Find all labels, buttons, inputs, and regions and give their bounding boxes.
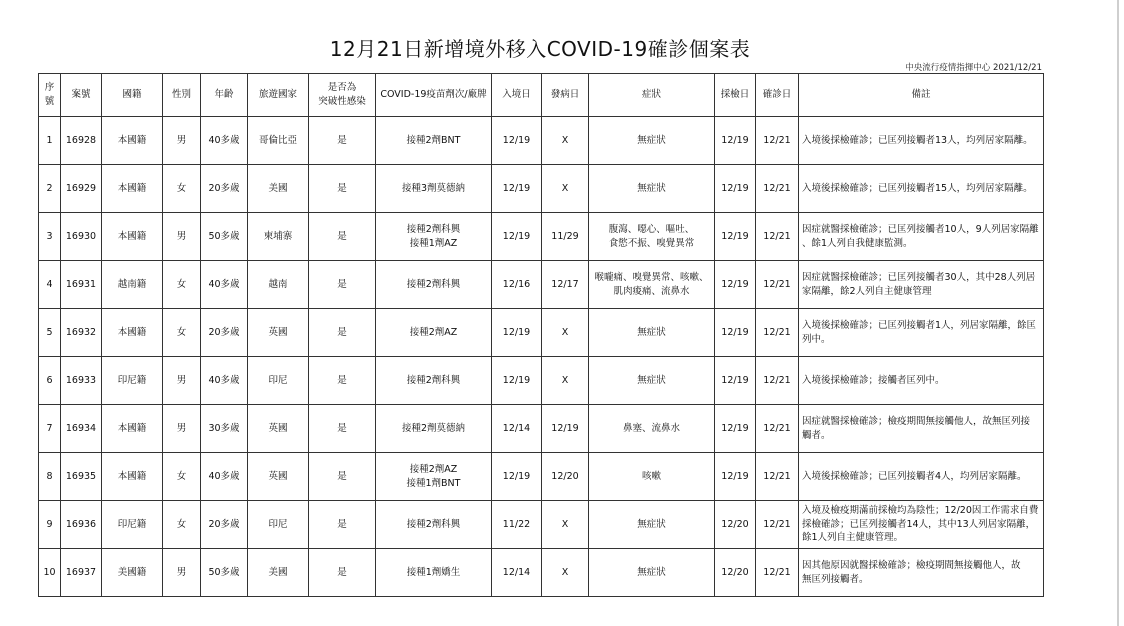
cell-breakthrough: 是 (309, 213, 376, 261)
cell-entry: 12/16 (492, 261, 542, 309)
cell-confirm: 12/21 (756, 549, 799, 597)
cell-entry: 12/19 (492, 453, 542, 501)
header-entry: 入境日 (492, 74, 542, 117)
cell-symptoms: 無症狀 (589, 165, 715, 213)
cell-entry: 12/19 (492, 309, 542, 357)
cell-nationality: 本國籍 (102, 213, 163, 261)
cell-entry: 12/19 (492, 357, 542, 405)
cell-seq: 2 (39, 165, 61, 213)
cell-seq: 3 (39, 213, 61, 261)
cell-travel: 英國 (248, 405, 309, 453)
cell-nationality: 本國籍 (102, 165, 163, 213)
cell-case: 16933 (61, 357, 102, 405)
cell-age: 20多歲 (201, 309, 248, 357)
cell-travel: 美國 (248, 549, 309, 597)
cell-confirm: 12/21 (756, 501, 799, 549)
cell-vaccine: 接種2劑科興 (376, 357, 492, 405)
cell-nationality: 印尼籍 (102, 501, 163, 549)
cell-breakthrough: 是 (309, 117, 376, 165)
cell-sex: 女 (163, 261, 201, 309)
cell-test: 12/19 (715, 453, 756, 501)
cell-entry: 12/14 (492, 405, 542, 453)
cell-case: 16937 (61, 549, 102, 597)
cell-sex: 男 (163, 213, 201, 261)
cell-note: 入境後採檢確診；接觸者匡列中。 (799, 357, 1044, 405)
cell-test: 12/19 (715, 309, 756, 357)
cell-note: 因症就醫採檢確診；已匡列接觸者30人，其中28人列居 家隔離，餘2人列自主健康管理 (799, 261, 1044, 309)
cell-travel: 印尼 (248, 501, 309, 549)
cell-sex: 男 (163, 357, 201, 405)
cell-breakthrough: 是 (309, 165, 376, 213)
cell-age: 40多歲 (201, 357, 248, 405)
cell-confirm: 12/21 (756, 357, 799, 405)
cell-case: 16928 (61, 117, 102, 165)
cell-breakthrough: 是 (309, 501, 376, 549)
cell-confirm: 12/21 (756, 309, 799, 357)
cell-onset: 11/29 (542, 213, 589, 261)
cell-entry: 11/22 (492, 501, 542, 549)
cell-confirm: 12/21 (756, 165, 799, 213)
cell-note: 入境後採檢確診；已匡列接觸者15人，均列居家隔離。 (799, 165, 1044, 213)
cell-breakthrough: 是 (309, 405, 376, 453)
table-row (39, 213, 1044, 261)
cell-case: 16932 (61, 309, 102, 357)
header-vaccine: COVID-19疫苗劑次/廠牌 (376, 74, 492, 117)
table-row (39, 309, 1044, 357)
table-row (39, 453, 1044, 501)
table-row (39, 117, 1044, 165)
cell-sex: 男 (163, 117, 201, 165)
cell-case: 16929 (61, 165, 102, 213)
cell-confirm: 12/21 (756, 213, 799, 261)
cell-confirm: 12/21 (756, 261, 799, 309)
cell-seq: 4 (39, 261, 61, 309)
cell-onset: X (542, 549, 589, 597)
cell-case: 16930 (61, 213, 102, 261)
cell-seq: 1 (39, 117, 61, 165)
cell-onset: X (542, 501, 589, 549)
cell-note: 入境後採檢確診；已匡列接觸者4人，均列居家隔離。 (799, 453, 1044, 501)
table-row (39, 405, 1044, 453)
cell-breakthrough: 是 (309, 309, 376, 357)
cell-confirm: 12/21 (756, 453, 799, 501)
cell-vaccine: 接種2劑AZ (376, 309, 492, 357)
cell-seq: 6 (39, 357, 61, 405)
cell-age: 40多歲 (201, 261, 248, 309)
cell-symptoms: 無症狀 (589, 309, 715, 357)
table-row (39, 549, 1044, 597)
cell-onset: 12/20 (542, 453, 589, 501)
cell-breakthrough: 是 (309, 549, 376, 597)
cell-onset: X (542, 309, 589, 357)
cell-vaccine: 接種1劑嬌生 (376, 549, 492, 597)
source-attribution: 中央流行疫情指揮中心 2021/12/21 (905, 63, 1042, 73)
cell-nationality: 印尼籍 (102, 357, 163, 405)
cell-symptoms: 咳嗽 (589, 453, 715, 501)
header-symptoms: 症狀 (589, 74, 715, 117)
cell-onset: X (542, 117, 589, 165)
cell-nationality: 越南籍 (102, 261, 163, 309)
cell-age: 40多歲 (201, 453, 248, 501)
cell-vaccine: 接種2劑科興 接種1劑AZ (376, 213, 492, 261)
cell-entry: 12/14 (492, 549, 542, 597)
cell-vaccine: 接種2劑科興 (376, 261, 492, 309)
cell-onset: X (542, 165, 589, 213)
cell-onset: 12/17 (542, 261, 589, 309)
cell-age: 30多歲 (201, 405, 248, 453)
cell-vaccine: 接種2劑莫德納 (376, 405, 492, 453)
header-sex: 性別 (163, 74, 201, 117)
header-confirm: 確診日 (756, 74, 799, 117)
cell-test: 12/20 (715, 501, 756, 549)
cell-test: 12/19 (715, 117, 756, 165)
cell-age: 50多歲 (201, 549, 248, 597)
header-note: 備註 (799, 74, 1044, 117)
cell-symptoms: 鼻塞、流鼻水 (589, 405, 715, 453)
header-travel: 旅遊國家 (248, 74, 309, 117)
cell-travel: 柬埔寨 (248, 213, 309, 261)
cell-symptoms: 喉嚨痛、嗅覺異常、咳嗽、 肌肉痠痛、流鼻水 (589, 261, 715, 309)
cell-sex: 男 (163, 549, 201, 597)
cell-sex: 女 (163, 165, 201, 213)
cell-travel: 越南 (248, 261, 309, 309)
cell-nationality: 本國籍 (102, 117, 163, 165)
cell-symptoms: 無症狀 (589, 117, 715, 165)
cell-test: 12/19 (715, 357, 756, 405)
header-row (39, 74, 1044, 117)
cell-onset: X (542, 357, 589, 405)
cell-symptoms: 腹瀉、噁心、嘔吐、 食慾不振、嗅覺異常 (589, 213, 715, 261)
header-case: 案號 (61, 74, 102, 117)
cell-confirm: 12/21 (756, 405, 799, 453)
cell-symptoms: 無症狀 (589, 549, 715, 597)
cell-onset: 12/19 (542, 405, 589, 453)
cell-travel: 哥倫比亞 (248, 117, 309, 165)
cell-note: 入境後採檢確診；已匡列接觸者13人，均列居家隔離。 (799, 117, 1044, 165)
cell-symptoms: 無症狀 (589, 501, 715, 549)
cell-vaccine: 接種3劑莫德納 (376, 165, 492, 213)
cell-symptoms: 無症狀 (589, 357, 715, 405)
cell-seq: 10 (39, 549, 61, 597)
cell-note: 入境後採檢確診；已匡列接觸者1人，列居家隔離，餘匡 列中。 (799, 309, 1044, 357)
cell-case: 16936 (61, 501, 102, 549)
cell-age: 20多歲 (201, 165, 248, 213)
page-title: 12月21日新增境外移入COVID-19確診個案表 (329, 37, 751, 61)
cell-note: 因其他原因就醫採檢確診；檢疫期間無接觸他人，故 無匡列接觸者。 (799, 549, 1044, 597)
table-row (39, 261, 1044, 309)
cell-case: 16931 (61, 261, 102, 309)
cell-note: 入境及檢疫期滿前採檢均為陰性；12/20因工作需求自費 採檢確診；已匡列接觸者14人，其中13人列居家隔離， 餘1人列自主健康管理。 (799, 501, 1044, 549)
cell-sex: 女 (163, 501, 201, 549)
cell-breakthrough: 是 (309, 357, 376, 405)
header-onset: 發病日 (542, 74, 589, 117)
cell-test: 12/19 (715, 165, 756, 213)
table-row (39, 357, 1044, 405)
cell-note: 因症就醫採檢確診；已匡列接觸者10人，9人列居家隔離 、餘1人列自我健康監測。 (799, 213, 1044, 261)
cell-age: 20多歲 (201, 501, 248, 549)
cell-confirm: 12/21 (756, 117, 799, 165)
cell-sex: 女 (163, 309, 201, 357)
cell-entry: 12/19 (492, 213, 542, 261)
cell-nationality: 本國籍 (102, 309, 163, 357)
cell-age: 50多歲 (201, 213, 248, 261)
cell-entry: 12/19 (492, 117, 542, 165)
cell-nationality: 本國籍 (102, 405, 163, 453)
cell-vaccine: 接種2劑科興 (376, 501, 492, 549)
cell-travel: 英國 (248, 453, 309, 501)
cell-test: 12/19 (715, 261, 756, 309)
cell-nationality: 本國籍 (102, 453, 163, 501)
cell-case: 16935 (61, 453, 102, 501)
cell-travel: 印尼 (248, 357, 309, 405)
cell-note: 因症就醫採檢確診；檢疫期間無接觸他人，故無匡列接 觸者。 (799, 405, 1044, 453)
cell-travel: 美國 (248, 165, 309, 213)
table-row (39, 501, 1044, 549)
cell-seq: 5 (39, 309, 61, 357)
cell-breakthrough: 是 (309, 453, 376, 501)
header-nationality: 國籍 (102, 74, 163, 117)
cell-case: 16934 (61, 405, 102, 453)
header-age: 年齡 (201, 74, 248, 117)
header-breakthrough: 是否為 突破性感染 (309, 74, 376, 117)
cell-test: 12/19 (715, 213, 756, 261)
cell-test: 12/20 (715, 549, 756, 597)
cell-entry: 12/19 (492, 165, 542, 213)
cell-seq: 7 (39, 405, 61, 453)
cell-vaccine: 接種2劑BNT (376, 117, 492, 165)
cell-travel: 英國 (248, 309, 309, 357)
case-table (38, 73, 1044, 597)
cell-sex: 女 (163, 453, 201, 501)
cell-nationality: 美國籍 (102, 549, 163, 597)
table-row (39, 165, 1044, 213)
cell-age: 40多歲 (201, 117, 248, 165)
cell-seq: 8 (39, 453, 61, 501)
cell-seq: 9 (39, 501, 61, 549)
cell-vaccine: 接種2劑AZ 接種1劑BNT (376, 453, 492, 501)
page-edge-rule (1117, 0, 1119, 626)
cell-sex: 男 (163, 405, 201, 453)
header-seq: 序號 (39, 74, 61, 117)
cell-test: 12/19 (715, 405, 756, 453)
header-test: 採檢日 (715, 74, 756, 117)
cell-breakthrough: 是 (309, 261, 376, 309)
